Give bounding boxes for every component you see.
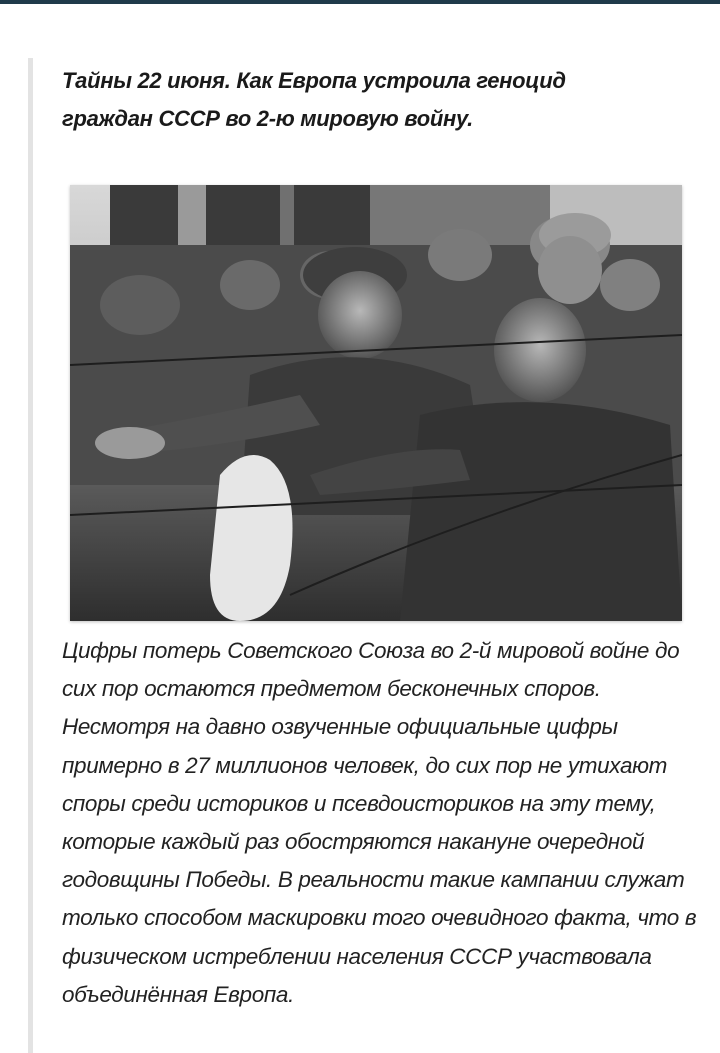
war-prisoners-photo	[70, 185, 682, 621]
top-bar	[0, 0, 720, 4]
article-paragraph: Цифры потерь Советского Союза во 2-й мировой войне до сих пор остаются предметом бесконечных споров. Несмотря на давно озвученные официальные цифры примерно в 27 миллионов человек, до сих пор не утихают споры среди историков и псевдоисториков на эту тему, которые каждый раз обостряются накануне очередной годовщины Победы. В реальности такие кампании служат только способом маскировки того очевидного факта, что в физическом истреблении населения СССР участвовала объединённая Европа.	[62, 638, 697, 1007]
article-photo[interactable]	[70, 185, 682, 621]
article-title: Тайны 22 июня. Как Европа устроила геноцид граждан СССР во 2-ю мировую войну.	[62, 68, 566, 131]
quote-border	[28, 58, 33, 1053]
